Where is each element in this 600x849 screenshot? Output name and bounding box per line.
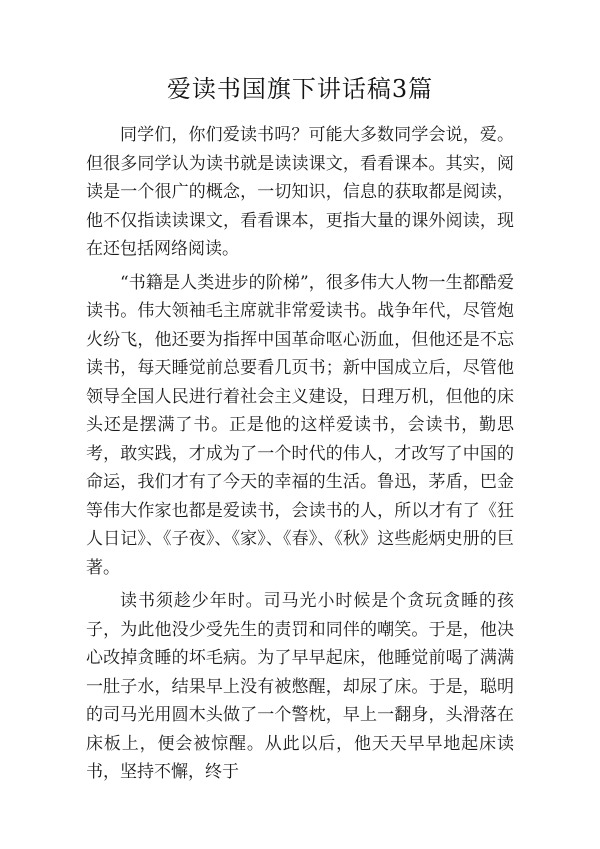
document-body xyxy=(86,121,514,792)
paragraph-intro: 同学们，你们爱读书吗？可能大多数同学会说，爱。但很多同学认为读书就是读读课文，看看课本。其实，阅读是一个很广的概念，一切知识，信息的获取都是阅读，他不仅指读读课文，看看课本，更指大量的课外阅读，现在还包括网络阅读。 xyxy=(86,125,514,259)
paragraph-sima-guang: 读书须趁少年时。司马光小时候是个贪玩贪睡的孩子，为此他没少受先生的责罚和同伴的嘲笑。于是，他决心改掉贪睡的坏毛病。为了早早起床，他睡觉前喝了满满一肚子水，结果早上没有被憋醒，却尿了床。于是，聪明的司马光用圆木头做了一个警枕，早上一翻身，头滑落在床板上，便会被惊醒。从此以后，他天天早早地起床读书，坚持不懈，终于 xyxy=(86,591,514,782)
document-title: 爱读书国旗下讲话稿3篇 xyxy=(166,75,434,103)
paragraph-great-readers: “书籍是人类进步的阶梯”，很多伟大人物一生都酷爱读书。伟大领袖毛主席就非常爱读书。战争年代，尽管炮火纷飞，他还要为指挥中国革命呕心沥血，但他还是不忘读书，每天睡觉前总要看几页书；新中国成立后，尽管他领导全国人民进行着社会主义建设，日理万机，但他的床头还是摆满了书。正是他的这样爱读书，会读书，勤思考，敢实践，才成为了一个时代的伟人，才改写了中国的命运，我们才有了今天的幸福的生活。鲁迅，茅盾，巴金等伟大作家也都是爱读书，会读书的人，所以才有了《狂人日记》、《子夜》、《家》、《春》、《秋》这些彪炳史册的巨著。 xyxy=(86,272,514,578)
